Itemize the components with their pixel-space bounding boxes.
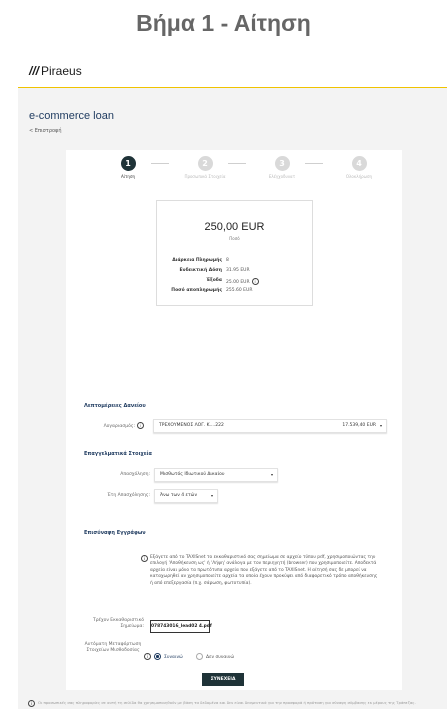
loan-summary-box <box>156 200 313 306</box>
summary-value: 8 <box>226 258 229 263</box>
account-select[interactable] <box>153 419 387 433</box>
info-icon[interactable]: i <box>137 422 144 429</box>
loan-amount-label: Ποσό <box>229 236 240 241</box>
chevron-down-icon: ▾ <box>270 472 273 477</box>
years-label: Έτη Απασχόλησης: <box>107 493 150 498</box>
summary-value: 255.60 EUR <box>226 288 253 293</box>
summary-row <box>157 268 312 277</box>
years-value: Άνω των 4 ετών <box>160 493 197 498</box>
summary-key: Ποσό αποπληρωμής <box>171 288 222 293</box>
summary-row <box>157 278 312 287</box>
info-icon[interactable]: i <box>144 653 151 660</box>
documents-info-text: Εξάγετε από το TAXISnet το εκκαθαριστικό σας σημείωμα σε αρχείο τύπου pdf, χρησιμοποιώντας την επιλογή 'Αποθήκευση ως' ή 'Λήψη' ανάλογα με τον περιηγητή (browser) που χρησιμοποιείτε. Αποδεκτά αρχεία είναι μόνο τα πρωτότυπα αρχεία που εξάγετε από το TAXISnet. Η αίτησή σας δε μπορεί να καταχωρηθεί αν χρησιμοποιείτε αρχεία τα οποία έχουν προκύψει από διαφορετικό τρόπο αποθήκευσης ή από επεξεργασία (π.χ. σάρωση, φωτοτυπία). <box>150 555 378 586</box>
account-label <box>104 422 144 429</box>
chevron-down-icon: ▾ <box>210 493 213 498</box>
consent-no-radio[interactable] <box>196 653 234 660</box>
brand-name: Piraeus <box>41 64 82 78</box>
continue-button[interactable]: ΣΥΝΕΧΕΙΑ <box>202 673 244 686</box>
step-2 <box>175 156 235 179</box>
summary-value <box>226 278 259 285</box>
summary-row <box>157 258 312 267</box>
step-4 <box>329 156 389 179</box>
info-icon[interactable]: i <box>252 278 259 285</box>
step-connector <box>228 163 246 164</box>
auto-upload-label: Αυτόματη Μεταφόρτωση Στοιχείων Μισθοδοσίας <box>84 642 142 653</box>
brand-mark-icon: /// <box>29 64 40 78</box>
stepper <box>66 156 402 186</box>
summary-key: Ενδεικτική Δόση <box>179 268 222 273</box>
step-1-number: 1 <box>121 156 136 171</box>
application-card <box>66 150 402 690</box>
step-3 <box>252 156 312 179</box>
loan-details-heading: Λεπτομέρειες Δανείου <box>84 403 146 409</box>
chevron-down-icon: ▾ <box>379 423 382 428</box>
step-2-number: 2 <box>198 156 213 171</box>
years-select[interactable] <box>154 489 218 503</box>
employment-value: Μισθωτός Ιδιωτικού Δικαίου <box>160 472 225 477</box>
step-3-number: 3 <box>275 156 290 171</box>
step-connector <box>151 163 169 164</box>
step-2-label: Προσωπικά Στοιχεία <box>184 174 226 179</box>
info-icon[interactable]: i <box>141 555 148 562</box>
documents-heading: Επισύναψη Εγγράφων <box>84 530 146 536</box>
page-title: e-commerce loan <box>29 110 114 122</box>
fees-value: 25.00 EUR <box>226 280 250 285</box>
step-connector <box>305 163 323 164</box>
radio-unchecked-icon <box>196 653 203 660</box>
slide-title: Βήμα 1 - Αίτηση <box>136 10 311 36</box>
step-1 <box>98 156 158 179</box>
consent-yes-radio[interactable] <box>154 653 183 660</box>
step-4-number: 4 <box>352 156 367 171</box>
step-1-label: Αίτηση <box>120 174 136 179</box>
radio-checked-icon <box>154 653 161 660</box>
employment-label: Απασχόληση: <box>120 472 150 477</box>
summary-row <box>157 288 312 297</box>
browser-page <box>18 55 447 709</box>
brand-logo[interactable] <box>29 64 82 78</box>
summary-key: Έξοδα <box>206 278 222 283</box>
footnote: Οι προσωπικές σας πληροφορίες σε αυτή τη σελίδα θα χρησιμοποιηθούν με βάση τα δεδομένα και δεν είναι δεσμευτικά για την προσφορά ή πρόταση για σύναψη σύμβασης εκ μέρους της Τράπεζας. <box>38 700 416 705</box>
file-upload-button[interactable]: 078743016_lead02 4.pdf <box>150 620 210 633</box>
step-4-label: Ολοκλήρωση <box>345 174 373 179</box>
employment-select[interactable] <box>154 468 278 482</box>
consent-no-label: Δεν συναινώ <box>206 655 235 660</box>
file-label: Τρέχον Εκκαθαριστικό Σημείωμα: <box>92 618 144 629</box>
summary-key: Διάρκεια Πληρωμής <box>172 258 222 263</box>
info-icon: i <box>28 700 35 707</box>
back-link[interactable]: < Επιστροφή <box>29 128 62 134</box>
summary-value: 31.95 EUR <box>226 268 250 273</box>
account-label-text: Λογαριασμός: <box>103 424 135 429</box>
account-balance: 17.539,40 EUR <box>342 423 376 428</box>
top-bar <box>18 55 447 88</box>
consent-yes-label: Συναινώ <box>164 655 183 660</box>
account-value: ΤΡΕΧΟΥΜΕΝΟΣ ΛΟΓ. Κ....222 <box>159 423 224 428</box>
professional-heading: Επαγγελματικά Στοιχεία <box>84 451 152 457</box>
step-3-label: Ελέγχοδυνατ <box>268 174 296 179</box>
loan-amount: 250,00 EUR <box>204 221 265 233</box>
